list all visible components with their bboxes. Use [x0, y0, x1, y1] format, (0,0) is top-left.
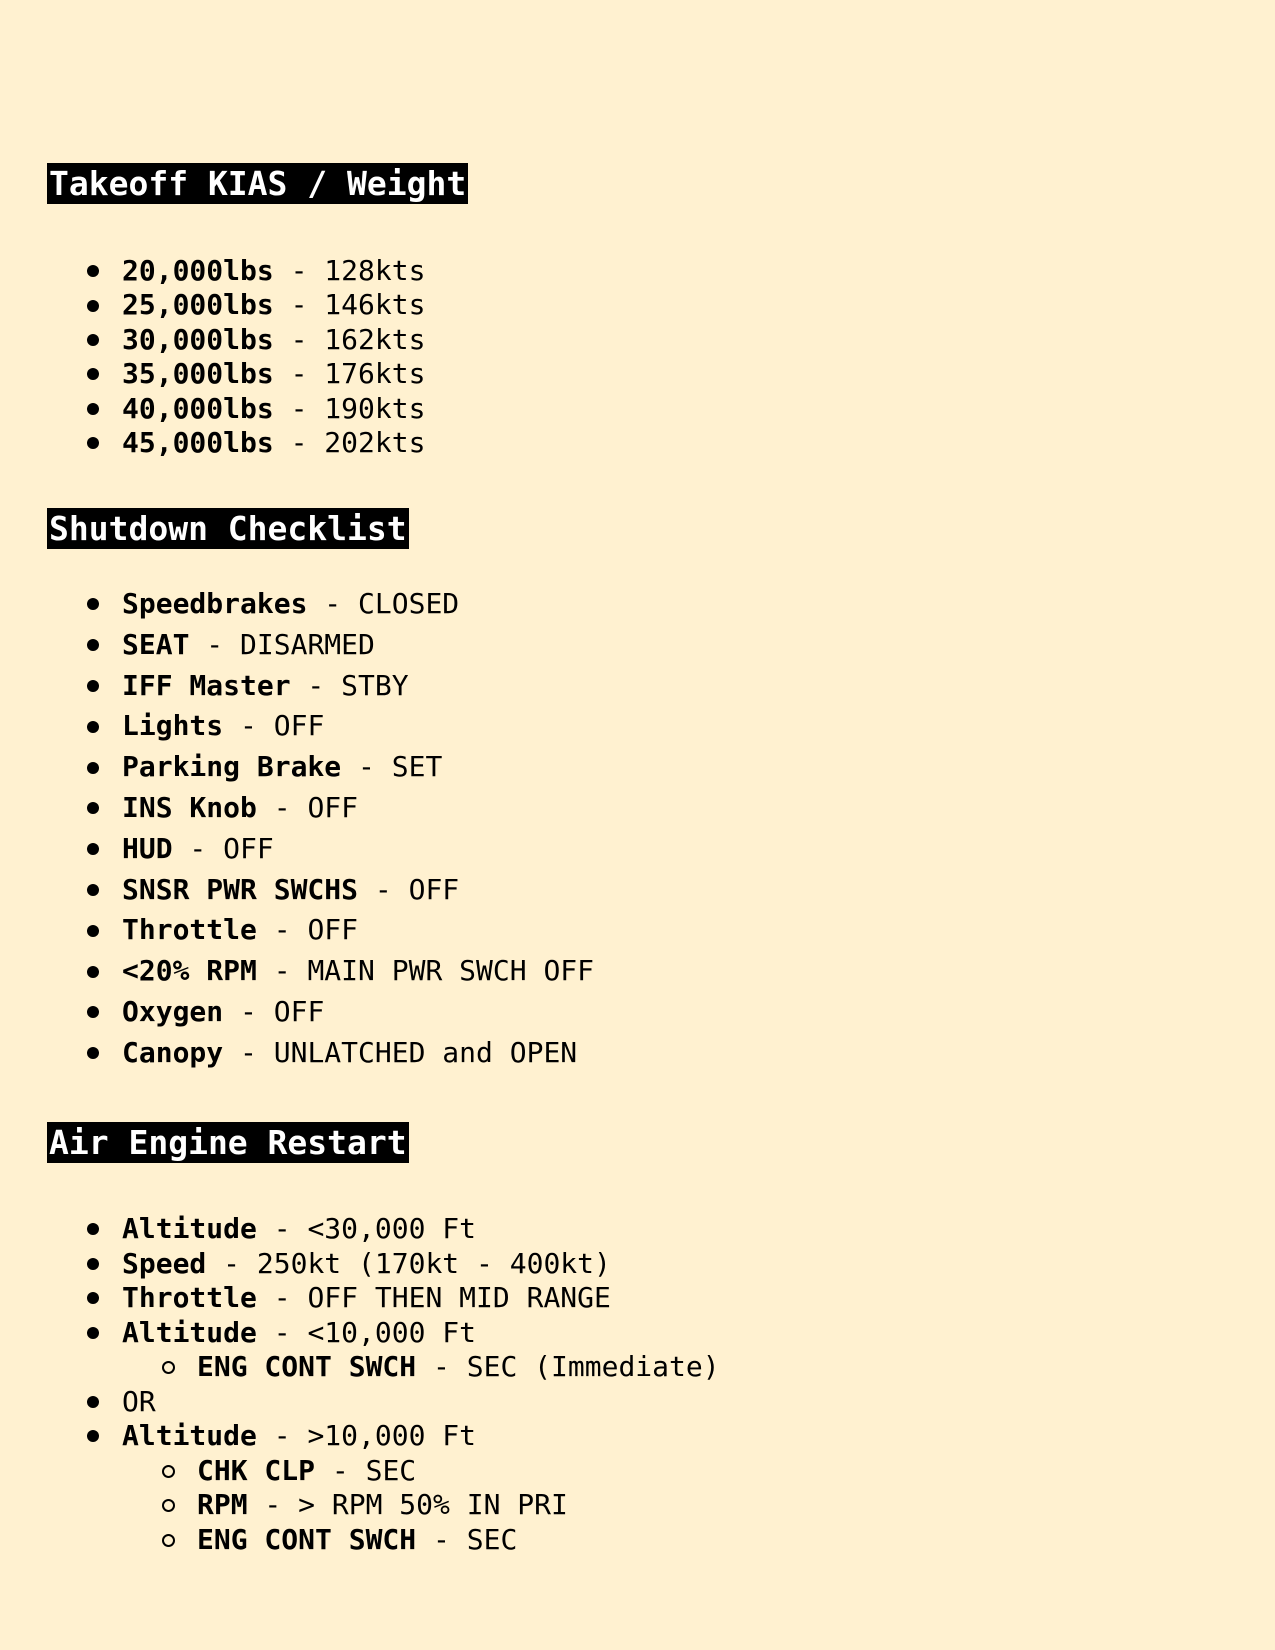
list-item: [0, 666, 594, 707]
list-item: [0, 1419, 720, 1454]
item-value: MAIN PWR SWCH OFF: [307, 954, 595, 988]
item-value: <30,000 Ft: [307, 1212, 477, 1245]
item-key: CHK CLP: [197, 1453, 316, 1487]
item-value: 162kts: [324, 322, 426, 356]
item-value: SET: [391, 750, 443, 784]
item-value: OFF THEN MID RANGE: [307, 1281, 611, 1314]
item-value: UNLATCHED and OPEN: [273, 1035, 578, 1069]
item-sep: -: [315, 1453, 366, 1487]
item-key: Altitude: [122, 1212, 257, 1245]
sub-list-item: [0, 1488, 720, 1523]
item-value: OFF: [307, 913, 359, 947]
item-sep: -: [256, 790, 308, 824]
list-item: [0, 254, 425, 288]
item-key: Throttle: [122, 913, 257, 947]
item-key: Throttle: [122, 1281, 257, 1314]
list-item: [0, 323, 425, 357]
item-sep: -: [256, 1419, 308, 1452]
item-value: 190kts: [324, 391, 426, 425]
item-plain: OR: [122, 1384, 156, 1418]
item-value: > RPM 50% IN PRI: [298, 1488, 568, 1521]
list-item: [0, 992, 594, 1033]
list-item: [0, 1212, 720, 1247]
list-item: [0, 706, 594, 747]
item-key: ENG CONT SWCH: [197, 1350, 417, 1383]
item-key: SNSR PWR SWCHS: [122, 872, 359, 906]
list-item: [0, 747, 594, 788]
item-sep: -: [247, 1488, 299, 1521]
item-sep: -: [290, 668, 342, 702]
item-sep: -: [206, 1246, 257, 1280]
item-sep: -: [273, 254, 325, 287]
item-key: Altitude: [122, 1315, 257, 1349]
item-sep: -: [273, 322, 325, 356]
sub-list-item: [0, 1523, 720, 1558]
item-key: 35,000lbs: [122, 357, 274, 391]
item-key: <20% RPM: [122, 954, 257, 988]
list-item: [0, 357, 425, 391]
item-key: Canopy: [122, 1035, 224, 1069]
list-item: [0, 392, 425, 426]
item-sep: -: [256, 1212, 308, 1245]
item-value: OFF: [273, 709, 325, 743]
item-key: HUD: [122, 831, 173, 865]
item-key: 30,000lbs: [122, 322, 274, 356]
item-key: Speedbrakes: [122, 587, 308, 620]
item-key: Parking Brake: [122, 750, 342, 784]
list-item: [0, 1033, 594, 1074]
item-value: >10,000 Ft: [307, 1419, 477, 1452]
item-sep: -: [273, 288, 325, 322]
item-key: RPM: [197, 1488, 248, 1521]
item-sep: -: [341, 750, 392, 784]
list-item: [0, 584, 594, 625]
item-value: 128kts: [324, 254, 426, 287]
takeoff-list: [0, 254, 425, 460]
list-item: [0, 1385, 720, 1420]
list-item: [0, 910, 594, 951]
shutdown-list: [0, 584, 594, 1074]
item-key: 45,000lbs: [122, 425, 274, 459]
item-sep: -: [223, 994, 274, 1028]
item-value: <10,000 Ft: [307, 1315, 477, 1349]
item-key: Altitude: [122, 1419, 257, 1452]
list-item: [0, 951, 594, 992]
list-item: [0, 1247, 720, 1282]
section-title-takeoff: Takeoff KIAS / Weight: [49, 164, 467, 203]
item-key: Lights: [122, 709, 224, 743]
item-sep: -: [416, 1350, 467, 1383]
item-value: OFF: [307, 790, 359, 824]
item-value: SEC (Immediate): [466, 1350, 720, 1383]
item-sep: -: [172, 831, 224, 865]
item-sep: -: [273, 425, 325, 459]
list-item: [0, 288, 425, 322]
item-value: 146kts: [324, 288, 426, 322]
item-sep: -: [223, 1035, 274, 1069]
list-item: [0, 829, 594, 870]
item-sep: -: [256, 1281, 308, 1314]
restart-list: [0, 1212, 720, 1557]
item-sep: -: [256, 1315, 308, 1349]
item-value: 202kts: [324, 425, 426, 459]
list-item: [0, 1316, 720, 1351]
item-key: IFF Master: [122, 668, 291, 702]
item-sep: -: [273, 391, 325, 425]
item-value: 250kt (170kt - 400kt): [256, 1246, 611, 1280]
item-sep: -: [358, 872, 409, 906]
item-value: OFF: [408, 872, 460, 906]
item-key: SEAT: [122, 627, 190, 661]
item-sep: -: [256, 954, 308, 988]
item-sep: -: [256, 913, 308, 947]
list-item: [0, 426, 425, 460]
item-value: 176kts: [324, 357, 426, 391]
item-sep: -: [189, 627, 241, 661]
item-key: INS Knob: [122, 790, 257, 824]
item-key: 25,000lbs: [122, 288, 274, 322]
section-title-restart: Air Engine Restart: [49, 1123, 407, 1162]
list-item: [0, 1281, 720, 1316]
item-key: Speed: [122, 1246, 207, 1280]
list-item: [0, 788, 594, 829]
item-value: OFF: [223, 831, 274, 865]
item-sep: -: [223, 709, 274, 743]
list-item: [0, 625, 594, 666]
item-key: Oxygen: [122, 994, 224, 1028]
item-value: STBY: [341, 668, 409, 702]
item-sep: -: [307, 587, 359, 620]
item-value: CLOSED: [358, 587, 460, 620]
item-key: ENG CONT SWCH: [197, 1522, 417, 1556]
item-sep: -: [273, 357, 325, 391]
sub-list-item: [0, 1454, 720, 1489]
item-value: DISARMED: [240, 627, 375, 661]
item-sep: -: [416, 1522, 467, 1556]
item-value: OFF: [273, 994, 325, 1028]
item-value: SEC: [365, 1453, 417, 1487]
list-item: [0, 870, 594, 911]
sub-list-item: [0, 1350, 720, 1385]
item-value: SEC: [466, 1522, 518, 1556]
item-key: 40,000lbs: [122, 391, 274, 425]
item-key: 20,000lbs: [122, 254, 274, 287]
section-title-shutdown: Shutdown Checklist: [49, 509, 407, 548]
